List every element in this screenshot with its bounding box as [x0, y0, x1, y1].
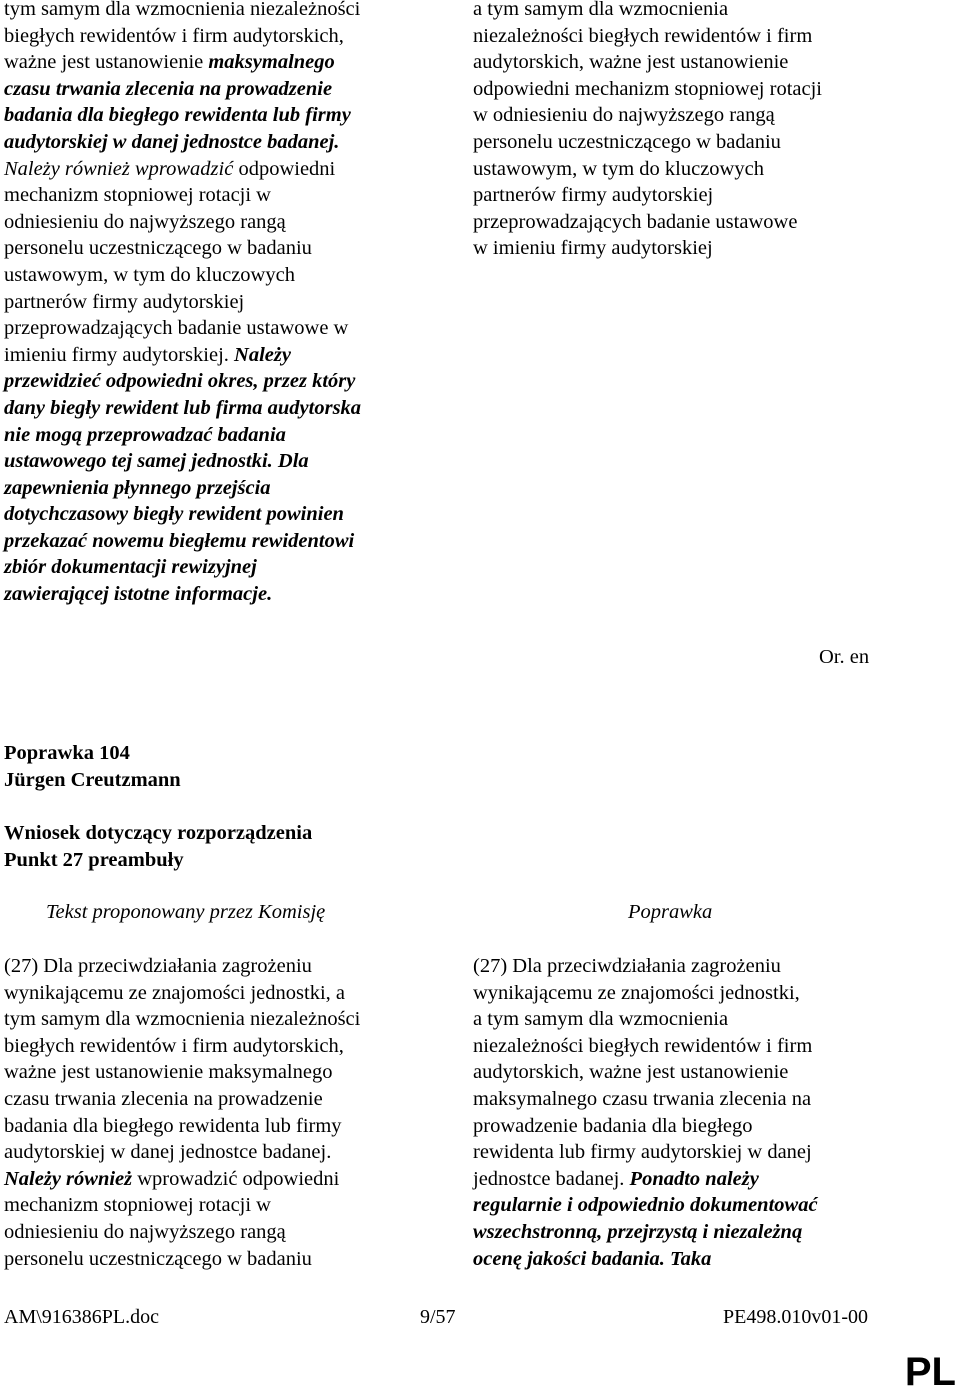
text-line: [4, 448, 361, 475]
text-segment: odpowiedni: [233, 157, 336, 180]
text-segment: czasu trwania zlecenia na prowadzenie: [4, 77, 333, 100]
text-segment: badania dla biegłego rewidenta lub firmy: [4, 1114, 342, 1137]
text-line: [473, 209, 822, 236]
amendment-author: Jürgen Creutzmann: [4, 769, 181, 791]
text-segment: w odniesieniu do najwyższego rangą: [473, 104, 775, 127]
text-segment: zapewnienia płynnego przejścia: [4, 476, 271, 499]
text-segment: Należy również: [4, 1167, 133, 1190]
text-segment: a tym samym dla wzmocnienia: [473, 1008, 729, 1031]
text-segment: Należy: [234, 343, 291, 366]
text-line: [473, 1166, 818, 1193]
recital-point: Punkt 27 preambuły: [4, 849, 184, 871]
text-line: [4, 422, 361, 449]
text-segment: niezależności biegłych rewidentów i firm: [473, 1034, 813, 1057]
text-segment: w imieniu firmy audytorskiej: [473, 237, 713, 260]
text-line: [4, 289, 361, 316]
text-line: [473, 1246, 818, 1273]
text-line: [4, 23, 361, 50]
text-segment: tym samym dla wzmocnienia niezależności: [4, 0, 361, 20]
text-line: [4, 1113, 360, 1140]
text-line: [4, 315, 361, 342]
text-line: [4, 1246, 360, 1273]
page-number: 9/57: [420, 1306, 456, 1328]
text-line: [473, 23, 822, 50]
text-line: [4, 581, 361, 608]
text-line: [473, 953, 818, 980]
text-segment: wynikającemu ze znajomości jednostki,: [473, 981, 800, 1004]
text-segment: mechanizm stopniowej rotacji w: [4, 1194, 271, 1217]
text-line: [4, 980, 360, 1007]
text-segment: imieniu firmy audytorskiej.: [4, 343, 235, 366]
text-segment: (27) Dla przeciwdziałania zagrożeniu: [473, 955, 781, 977]
text-segment: maksymalnego czasu trwania zlecenia na: [473, 1087, 812, 1110]
text-line: [4, 1086, 360, 1113]
text-segment: ustawowym, w tym do kluczowych: [473, 157, 764, 180]
text-line: [4, 1006, 360, 1033]
text-line: [4, 1166, 360, 1193]
text-line: [4, 235, 361, 262]
continued-right-column: [473, 0, 822, 262]
text-line: [473, 49, 822, 76]
text-line: [4, 1139, 360, 1166]
continued-left-column: [4, 0, 361, 608]
text-segment: biegłych rewidentów i firm audytorskich,: [4, 24, 344, 47]
text-line: [473, 1113, 818, 1140]
text-segment: wprowadzić odpowiedni: [132, 1167, 340, 1190]
text-line: [473, 1059, 818, 1086]
text-segment: maksymalnego: [208, 51, 335, 74]
text-segment: przeprowadzających badanie ustawowe w: [4, 317, 349, 340]
text-segment: odpowiedni mechanizm stopniowej rotacji: [473, 77, 822, 100]
text-line: [4, 554, 361, 581]
text-line: [473, 235, 822, 262]
text-segment: ważne jest ustanowienie maksymalnego: [4, 1061, 333, 1084]
text-segment: partnerów firmy audytorskiej: [473, 184, 714, 207]
text-line: [4, 209, 361, 236]
text-segment: rewidenta lub firmy audytorskiej w danej: [473, 1141, 812, 1164]
text-line: [4, 49, 361, 76]
text-segment: personelu uczestniczącego w badaniu: [4, 237, 312, 260]
amendment-column-title: Poprawka: [628, 901, 713, 923]
text-line: [4, 1219, 360, 1246]
text-segment: ważne jest ustanowienie: [4, 51, 209, 74]
text-segment: wszechstronną, przejrzystą i niezależną: [473, 1220, 803, 1243]
text-segment: personelu uczestniczącego w badaniu: [4, 1247, 312, 1270]
text-line: [4, 262, 361, 289]
text-segment: audytorskiej w danej jednostce badanej.: [4, 1141, 332, 1164]
text-line: [4, 501, 361, 528]
text-segment: przeprowadzających badanie ustawowe: [473, 210, 798, 233]
text-line: [473, 1192, 818, 1219]
text-line: [473, 1219, 818, 1246]
text-segment: audytorskiej w danej jednostce badanej.: [4, 130, 340, 153]
text-segment: personelu uczestniczącego w badaniu: [473, 130, 781, 153]
text-line: [473, 1139, 818, 1166]
original-language-label: Or. en: [819, 646, 870, 668]
commission-text-title: Tekst proponowany przez Komisję: [46, 901, 326, 923]
text-segment: nie mogą przeprowadzać badania: [4, 423, 286, 446]
text-line: [473, 76, 822, 103]
text-line: [473, 1033, 818, 1060]
text-line: [473, 182, 822, 209]
text-segment: (27) Dla przeciwdziałania zagrożeniu: [4, 955, 312, 977]
pe-reference: PE498.010v01-00: [723, 1306, 868, 1328]
text-line: [473, 156, 822, 183]
text-segment: audytorskich, ważne jest ustanowienie: [473, 51, 789, 74]
amendment-text-column: [473, 953, 818, 1272]
text-line: [4, 953, 360, 980]
text-line: [4, 0, 361, 23]
text-segment: wynikającemu ze znajomości jednostki, a: [4, 981, 345, 1004]
text-line: [473, 102, 822, 129]
text-line: [4, 76, 361, 103]
text-segment: tym samym dla wzmocnienia niezależności: [4, 1008, 361, 1031]
text-segment: ustawowego tej samej jednostki. Dla: [4, 450, 309, 473]
text-line: [4, 368, 361, 395]
text-segment: biegłych rewidentów i firm audytorskich,: [4, 1034, 344, 1057]
text-line: [473, 1086, 818, 1113]
text-line: [4, 475, 361, 502]
text-segment: mechanizm stopniowej rotacji w: [4, 184, 271, 207]
text-line: [4, 1033, 360, 1060]
text-segment: jednostce badanej.: [473, 1167, 630, 1190]
text-line: [473, 980, 818, 1007]
text-segment: przewidzieć odpowiedni okres, przez który: [4, 370, 356, 393]
text-segment: ocenę jakości badania. Taka: [473, 1247, 712, 1270]
text-line: [4, 395, 361, 422]
text-segment: dotychczasowy biegły rewident powinien: [4, 503, 344, 526]
text-segment: prowadzenie badania dla biegłego: [473, 1114, 753, 1137]
text-segment: audytorskich, ważne jest ustanowienie: [473, 1061, 789, 1084]
amendment-number: Poprawka 104: [4, 742, 130, 764]
text-segment: Ponadto należy: [629, 1167, 759, 1190]
text-segment: niezależności biegłych rewidentów i firm: [473, 24, 813, 47]
text-line: [4, 528, 361, 555]
text-segment: odniesieniu do najwyższego rangą: [4, 1220, 286, 1243]
text-line: [4, 156, 361, 183]
text-segment: partnerów firmy audytorskiej: [4, 290, 245, 313]
text-line: [4, 182, 361, 209]
text-line: [473, 129, 822, 156]
text-segment: dany biegły rewident lub firma audytorska: [4, 396, 362, 419]
proposal-title: Wniosek dotyczący rozporządzenia: [4, 822, 313, 844]
text-line: [473, 1006, 818, 1033]
text-segment: czasu trwania zlecenia na prowadzenie: [4, 1087, 323, 1110]
text-line: [4, 1059, 360, 1086]
text-segment: zbiór dokumentacji rewizyjnej: [4, 556, 257, 579]
commission-text-column: [4, 953, 360, 1272]
text-segment: ustawowym, w tym do kluczowych: [4, 263, 295, 286]
text-line: [473, 0, 822, 23]
text-segment: a tym samym dla wzmocnienia: [473, 0, 729, 20]
text-line: [4, 1192, 360, 1219]
language-code: PL: [904, 1350, 956, 1394]
text-segment: zawierającej istotne informacje.: [4, 583, 273, 606]
text-segment: regularnie i odpowiednio dokumentować: [473, 1194, 818, 1217]
text-segment: odniesieniu do najwyższego rangą: [4, 210, 286, 233]
text-line: [4, 102, 361, 129]
text-line: [4, 129, 361, 156]
document-reference: AM\916386PL.doc: [4, 1306, 159, 1328]
text-line: [4, 342, 361, 369]
text-segment: Należy również wprowadzić: [4, 157, 234, 180]
text-segment: badania dla biegłego rewidenta lub firmy: [4, 104, 351, 127]
text-segment: przekazać nowemu biegłemu rewidentowi: [4, 529, 355, 552]
